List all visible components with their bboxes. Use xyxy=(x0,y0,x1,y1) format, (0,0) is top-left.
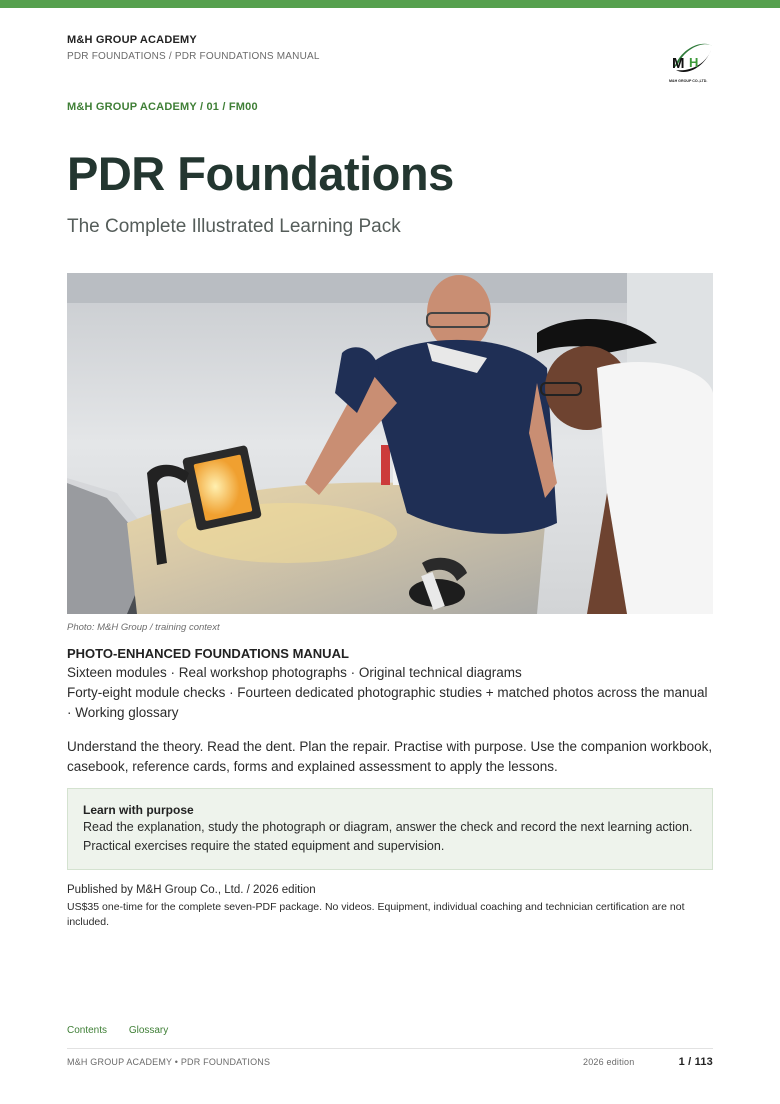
series-label: M&H GROUP ACADEMY / 01 / FM00 xyxy=(67,101,258,113)
publication-info xyxy=(67,882,713,930)
svg-text:M: M xyxy=(672,55,685,72)
callout-box xyxy=(67,788,713,870)
intro-line-2: Forty-eight module checks · Fourteen dedicated photographic studies + matched photos across the manual · Working glossary xyxy=(67,685,708,720)
page-number: 1 / 113 xyxy=(678,1056,713,1068)
intro-line-1: Sixteen modules · Real workshop photographs · Original technical diagrams xyxy=(67,665,522,680)
top-accent-bar xyxy=(0,0,780,8)
company-logo xyxy=(664,38,716,84)
callout-title: Learn with purpose xyxy=(83,803,194,817)
footer-edition: 2026 edition xyxy=(583,1057,635,1067)
footer-links xyxy=(67,1025,187,1036)
logo-text: M&H GROUP CO.,LTD. xyxy=(669,79,708,83)
intro-block xyxy=(67,645,713,723)
publisher-line: Published by M&H Group Co., Ltd. / 2026 edition xyxy=(67,884,316,896)
contents-link[interactable]: Contents xyxy=(67,1025,108,1036)
photo-caption: Photo: M&H Group / training context xyxy=(67,622,220,633)
callout-text: Read the explanation, study the photograph or diagram, answer the check and record the next learning action. Practical exercises require the stated equipment and supervision. xyxy=(83,820,693,853)
page-title: PDR Foundations xyxy=(67,147,454,200)
page-footer xyxy=(67,1057,713,1067)
page-header xyxy=(67,34,713,62)
training-photo xyxy=(67,273,713,614)
glossary-link[interactable]: Glossary xyxy=(128,1025,169,1036)
page-subtitle: The Complete Illustrated Learning Pack xyxy=(67,216,401,237)
breadcrumb: PDR FOUNDATIONS / PDR FOUNDATIONS MANUAL xyxy=(67,51,320,62)
footer-divider xyxy=(67,1048,713,1049)
training-photo-illustration xyxy=(67,273,713,614)
footer-left-text: M&H GROUP ACADEMY • PDR FOUNDATIONS xyxy=(67,1057,271,1067)
intro-heading: PHOTO-ENHANCED FOUNDATIONS MANUAL xyxy=(67,646,349,661)
price-line: US$35 one-time for the complete seven-PDF package. No videos. Equipment, individual coaching and technician certification are not included. xyxy=(67,901,685,928)
header-org-name: M&H GROUP ACADEMY xyxy=(67,34,197,46)
svg-text:H: H xyxy=(689,55,699,70)
body-paragraph: Understand the theory. Read the dent. Plan the repair. Practise with purpose. Use the companion workbook, casebook, reference cards, forms and explained assessment to apply the lessons. xyxy=(67,739,713,774)
